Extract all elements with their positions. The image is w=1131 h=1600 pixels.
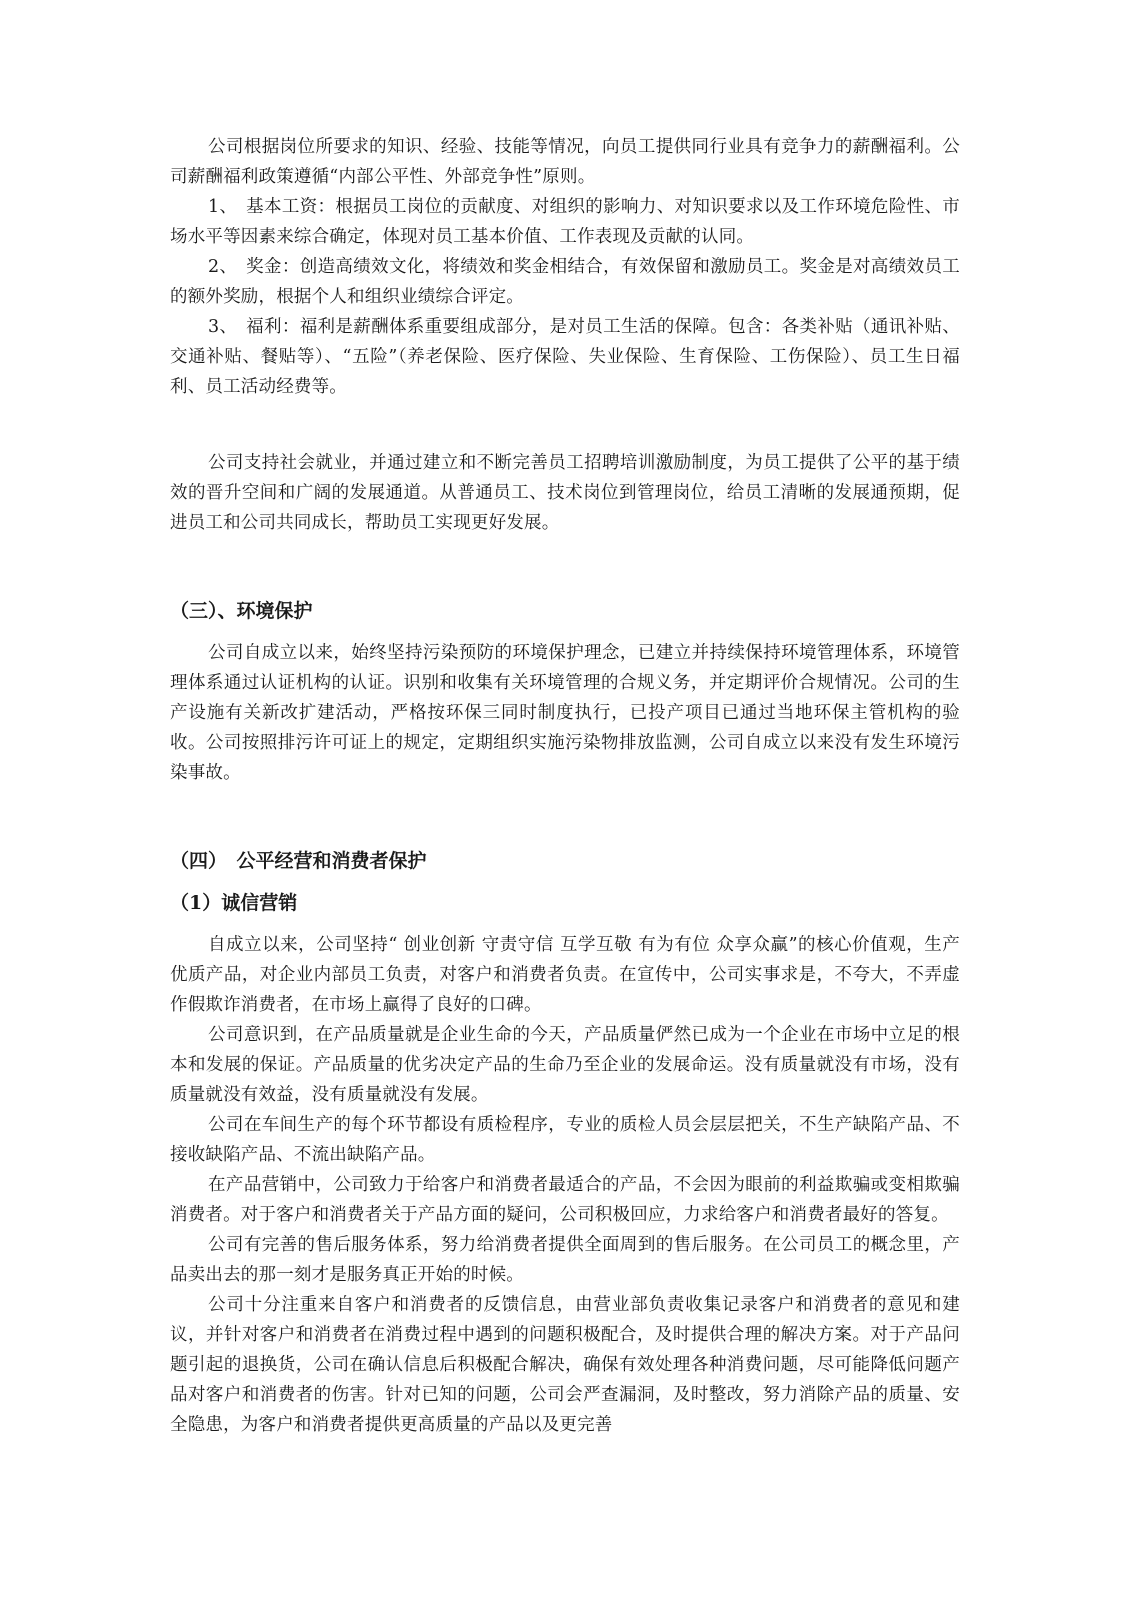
compensation-intro: 公司根据岗位所要求的知识、经验、技能等情况，向员工提供同行业具有竞争力的薪酬福利。公司薪酬福利政策遵循“内部公平性、外部竞争性”原则。 bbox=[170, 137, 960, 187]
environment-heading: （三）、环境保护 bbox=[170, 600, 313, 622]
spacer bbox=[170, 402, 960, 448]
fair-business-paragraph: 公司意识到，在产品质量就是企业生命的今天，产品质量俨然已成为一个企业在市场中立足的根本和发展的保证。产品质量的优劣决定产品的生命乃至企业的发展命运。没有质量就没有市场，没有质量就没有效益，没有质量就没有发展。 bbox=[170, 1025, 960, 1105]
honest-marketing-subheading: （1）诚信营销 bbox=[170, 892, 298, 914]
fair-business-paragraph: 自成立以来，公司坚持“ 创业创新 守责守信 互学互敬 有为有位 众享众赢”的核心价值观，生产优质产品，对企业内部员工负责，对客户和消费者负责。在宣传中，公司实事求是，不夸大，不弄虚作假欺诈消费者，在市场上赢得了良好的口碑。 bbox=[170, 935, 960, 1015]
fair-business-heading: （四） 公平经营和消费者保护 bbox=[170, 850, 427, 872]
compensation-item-bonus bbox=[170, 252, 960, 312]
item-number: 1、 bbox=[208, 197, 238, 217]
spacer bbox=[170, 834, 960, 846]
spacer bbox=[170, 918, 960, 930]
spacer bbox=[170, 538, 960, 584]
spacer bbox=[170, 788, 960, 834]
fair-business-paragraph: 公司在车间生产的每个环节都设有质检程序，专业的质检人员会层层把关，不生产缺陷产品、不接收缺陷产品、不流出缺陷产品。 bbox=[170, 1115, 960, 1165]
item-text: 奖金：创造高绩效文化，将绩效和奖金相结合，有效保留和激励员工。奖金是对高绩效员工的额外奖励，根据个人和组织业绩综合评定。 bbox=[170, 257, 960, 307]
item-text: 基本工资：根据员工岗位的贡献度、对组织的影响力、对知识要求以及工作环境危险性、市场水平等因素来综合确定，体现对员工基本价值、工作表现及贡献的认同。 bbox=[170, 197, 960, 247]
compensation-item-basic-salary bbox=[170, 192, 960, 252]
spacer bbox=[170, 584, 960, 596]
spacer bbox=[170, 876, 960, 888]
compensation-item-welfare bbox=[170, 312, 960, 402]
fair-business-paragraph: 在产品营销中，公司致力于给客户和消费者最适合的产品，不会因为眼前的利益欺骗或变相欺骗消费者。对于客户和消费者关于产品方面的疑问，公司积极回应，力求给客户和消费者最好的答复。 bbox=[170, 1175, 960, 1225]
fair-business-paragraph: 公司有完善的售后服务体系，努力给消费者提供全面周到的售后服务。在公司员工的概念里，产品卖出去的那一刻才是服务真正开始的时候。 bbox=[170, 1235, 960, 1285]
environment-paragraph: 公司自成立以来，始终坚持污染预防的环境保护理念，已建立并持续保持环境管理体系，环境管理体系通过认证机构的认证。识别和收集有关环境管理的合规义务，并定期评价合规情况。公司的生产设施有关新改扩建活动，严格按环保三同时制度执行，已投产项目已通过当地环保主管机构的验收。公司按照排污许可证上的规定，定期组织实施污染物排放监测，公司自成立以来没有发生环境污染事故。 bbox=[170, 643, 960, 783]
document-page bbox=[170, 132, 960, 1440]
item-number: 2、 bbox=[208, 257, 238, 277]
development-paragraph: 公司支持社会就业，并通过建立和不断完善员工招聘培训激励制度，为员工提供了公平的基于绩效的晋升空间和广阔的发展通道。从普通员工、技术岗位到管理岗位，给员工清晰的发展通预期，促进员工和公司共同成长，帮助员工实现更好发展。 bbox=[170, 453, 960, 533]
item-text: 福利：福利是薪酬体系重要组成部分，是对员工生活的保障。包含：各类补贴（通讯补贴、交通补贴、餐贴等）、“五险”（养老保险、医疗保险、失业保险、生育保险、工伤保险）、员工生日福利、员工活动经费等。 bbox=[170, 317, 960, 397]
spacer bbox=[170, 626, 960, 638]
fair-business-paragraph: 公司十分注重来自客户和消费者的反馈信息，由营业部负责收集记录客户和消费者的意见和建议，并针对客户和消费者在消费过程中遇到的问题积极配合，及时提供合理的解决方案。对于产品问题引起的退换货，公司在确认信息后积极配合解决，确保有效处理各种消费问题，尽可能降低问题产品对客户和消费者的伤害。针对已知的问题，公司会严查漏洞，及时整改，努力消除产品的质量、安全隐患，为客户和消费者提供更高质量的产品以及更完善 bbox=[170, 1295, 960, 1435]
item-number: 3、 bbox=[208, 317, 238, 337]
